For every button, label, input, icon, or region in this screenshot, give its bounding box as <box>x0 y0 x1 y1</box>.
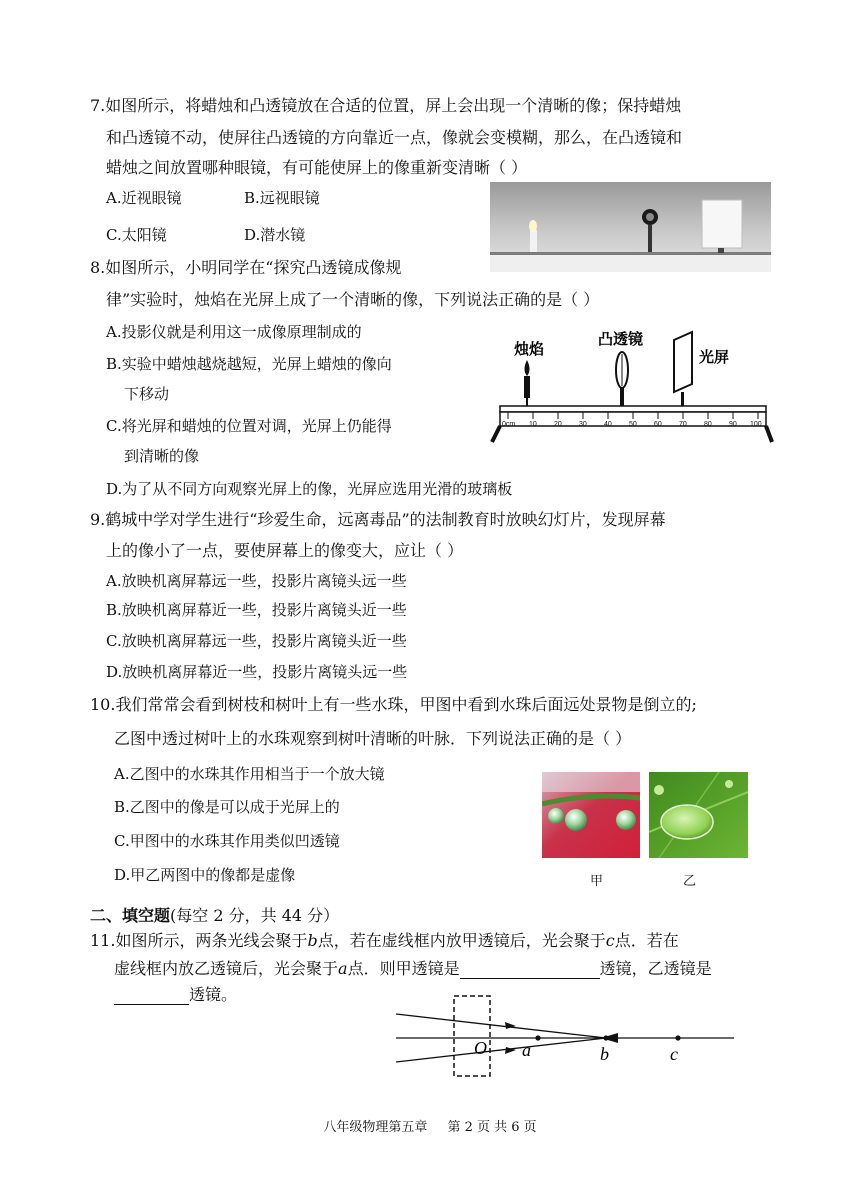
section-2-note: (每空 2 分，共 44 分） <box>170 906 340 925</box>
tick-50: 50 <box>629 421 637 428</box>
q8-option-b-line1: B.实验中蜡烛越烧越短，光屏上蜡烛的像向 <box>106 355 392 373</box>
label-screen: 光屏 <box>699 349 730 366</box>
q11-line1-pre: 11.如图所示，两条光线会聚于 <box>90 931 308 950</box>
q9-line2: 上的像小了一点，要使屏幕上的像变大，应让（ ） <box>106 541 464 560</box>
label-O: O <box>474 1038 487 1058</box>
q10-option-d: D.甲乙两图中的像都是虚像 <box>114 866 296 884</box>
q8-option-d: D.为了从不同方向观察光屏上的像，光屏应选用光滑的玻璃板 <box>106 480 513 498</box>
q11-ray-diagram <box>396 992 734 1082</box>
q10-photo-yi <box>649 772 748 858</box>
q7-line1: 7.如图所示，将蜡烛和凸透镜放在合适的位置，屏上会出现一个清晰的像；保持蜡烛 <box>90 96 682 115</box>
answer-blank-jia[interactable] <box>460 962 600 979</box>
tick-80: 80 <box>704 421 712 428</box>
q10-option-c: C.甲图中的水珠其作用类似凹透镜 <box>114 832 340 850</box>
tick-70: 70 <box>679 421 687 428</box>
q9-line1: 9.鹤城中学对学生进行“珍爱生命，远离毒品”的法制教育时放映幻灯片，发现屏幕 <box>90 510 666 529</box>
q11-line2-pre: 虚线框内放乙透镜后，光会聚于 <box>114 959 339 978</box>
q8-option-a: A.投影仪就是利用这一成像原理制成的 <box>106 323 362 341</box>
label-flame: 烛焰 <box>514 341 545 358</box>
section-2-title: 二、填空题 <box>90 906 171 925</box>
point-c-ref: c <box>605 931 615 950</box>
q10-line2: 乙图中透过树叶上的水珠观察到树叶清晰的叶脉．下列说法正确的是（ ） <box>114 729 632 748</box>
q11-line3-post: 透镜。 <box>189 985 238 1004</box>
q7-option-a: A.近视眼镜 <box>106 189 182 207</box>
q8-line1: 8.如图所示，小明同学在“探究凸透镜成像规 <box>90 258 402 277</box>
q11-line1-mid: 点，若在虚线框内放甲透镜后，光会聚于 <box>317 931 606 950</box>
q11-line2-mid: 点．则甲透镜是 <box>347 959 460 978</box>
q7-line2: 和凸透镜不动，使屏往凸透镜的方向靠近一点，像就会变模糊，那么，在凸透镜和 <box>106 128 683 147</box>
tick-30: 30 <box>579 421 587 428</box>
q10-option-b: B.乙图中的像是可以成于光屏上的 <box>114 798 340 816</box>
caption-jia: 甲 <box>590 874 604 889</box>
q8-option-b-line2: 下移动 <box>124 385 170 403</box>
q11-line2-post: 透镜，乙透镜是 <box>599 959 712 978</box>
tick-100: 100 <box>750 421 762 428</box>
page-footer <box>0 1116 860 1135</box>
tick-90: 90 <box>729 421 737 428</box>
tick-60: 60 <box>654 421 662 428</box>
caption-yi: 乙 <box>683 874 697 889</box>
tick-10: 10 <box>529 421 537 428</box>
q7-option-d: D.潜水镜 <box>244 226 306 244</box>
q8-option-c-line2: 到清晰的像 <box>124 447 200 465</box>
section-2-heading <box>90 906 339 926</box>
tick-20: 20 <box>554 421 562 428</box>
point-a-ref: a <box>338 959 348 978</box>
label-lens: 凸透镜 <box>598 331 644 348</box>
q9-option-a: A.放映机离屏幕远一些，投影片离镜头远一些 <box>106 572 407 590</box>
answer-blank-yi[interactable] <box>114 988 189 1005</box>
q7-line3: 蜡烛之间放置哪种眼镜，有可能使屏上的像重新变清晰（ ） <box>106 158 528 177</box>
label-b: b <box>600 1044 609 1064</box>
q8-optical-bench-figure <box>486 322 776 446</box>
q7-option-c: C.太阳镜 <box>106 226 167 244</box>
label-a: a <box>522 1040 531 1060</box>
tick-40: 40 <box>604 421 612 428</box>
label-c: c <box>670 1044 678 1064</box>
q10-photo-jia <box>542 772 640 858</box>
point-b-ref: b <box>307 931 318 950</box>
q8-line2: 律”实验时，烛焰在光屏上成了一个清晰的像，下列说法正确的是（ ） <box>106 290 600 309</box>
q11-line3 <box>114 985 237 1005</box>
q10-line1: 10.我们常常会看到树枝和树叶上有一些水珠，甲图中看到水珠后面远处景物是倒立的; <box>90 695 697 714</box>
q11-line2 <box>114 959 712 979</box>
tick-0: 0cm <box>502 421 516 428</box>
footer-subject: 八年级物理第五章 <box>323 1120 428 1135</box>
q10-option-a: A.乙图中的水珠其作用相当于一个放大镜 <box>114 765 385 783</box>
q7-candle-lens-photo <box>490 182 771 272</box>
q8-option-c-line1: C.将光屏和蜡烛的位置对调，光屏上仍能得 <box>106 417 392 435</box>
q11-line1 <box>90 931 679 951</box>
q9-option-c: C.放映机离屏幕远一些，投影片离镜头近一些 <box>106 632 407 650</box>
q9-option-b: B.放映机离屏幕近一些，投影片离镜头近一些 <box>106 601 407 619</box>
q7-option-b: B.远视眼镜 <box>244 189 320 207</box>
q11-line1-post: 点．若在 <box>614 931 679 950</box>
q9-option-d: D.放映机离屏幕近一些，投影片离镜头远一些 <box>106 663 408 681</box>
footer-page-number: 第 2 页 共 6 页 <box>447 1120 537 1135</box>
